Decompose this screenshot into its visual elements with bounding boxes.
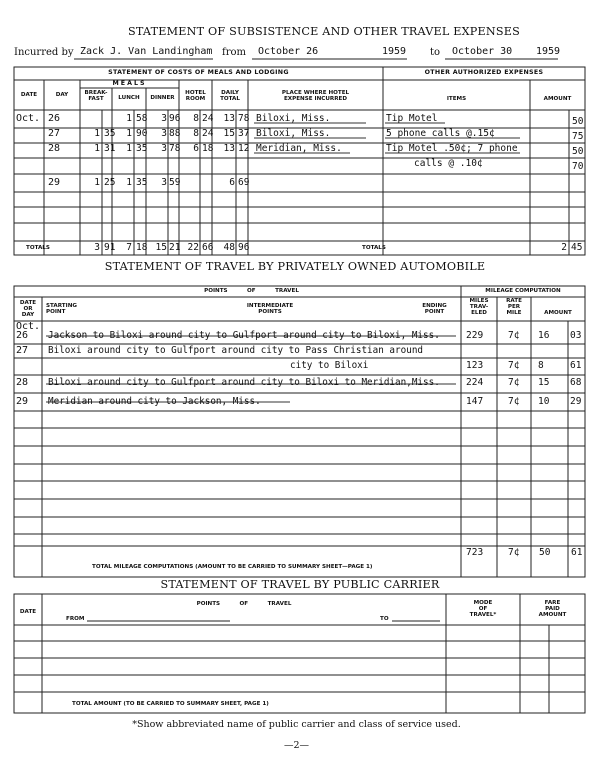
meal-row-daily-cents: 12: [238, 143, 250, 154]
meal-row-amount-cents: 50: [572, 146, 584, 157]
meal-row-hotel-cents: 24: [202, 128, 214, 139]
mileage-header: MILEAGE COMPUTATION: [485, 288, 561, 294]
from-year: 1959: [382, 46, 407, 57]
to-label: to: [430, 47, 441, 58]
other-expenses-title: OTHER AUTHORIZED EXPENSES: [424, 69, 544, 76]
meal-row-breakfast-dollars: 1: [94, 177, 100, 188]
auto-row-miles: 123: [466, 360, 484, 371]
auto-col-rate: RATE PER MILE: [506, 298, 522, 316]
total-hotel-cents: 66: [202, 242, 214, 253]
meals-totals-label: TOTALS: [26, 245, 50, 251]
meal-row-dinner-dollars: 3: [161, 113, 167, 124]
meal-row-amount-cents: 50: [572, 116, 584, 127]
meal-row-hotel-cents: 24: [202, 113, 214, 124]
auto-row-date: 28: [16, 377, 29, 388]
to-year: 1959: [536, 46, 561, 57]
auto-col-amount: AMOUNT: [544, 310, 572, 316]
public-col-date: DATE: [19, 609, 37, 615]
total-mileage-label: TOTAL MILEAGE COMPUTATIONS (AMOUNT TO BE CARRIED TO SUMMARY SHEET—PAGE 1): [92, 564, 373, 570]
meal-row-place: Biloxi, Miss.: [256, 113, 331, 124]
auto-col-intermediate: INTERMEDIATE POINTS: [246, 303, 294, 315]
public-col-fare: FARE PAID AMOUNT: [538, 600, 567, 618]
auto-row-amount-dollars: 16: [538, 330, 550, 341]
auto-row-amount-cents: 68: [570, 377, 582, 388]
col-hotel-header: HOTEL ROOM: [185, 90, 206, 102]
col-date-header: DATE: [20, 92, 38, 98]
auto-row-route: city to Biloxi: [290, 360, 369, 371]
meal-row-daily-cents: 69: [238, 177, 250, 188]
auto-row-route: Biloxi around city to Gulfport around city to Pass Christian around: [48, 345, 424, 356]
from-label: from: [222, 47, 246, 58]
total-other-dollars: 2: [561, 242, 567, 253]
meal-row-hotel-dollars: 8: [193, 113, 199, 124]
meal-row-daily-cents: 78: [238, 113, 250, 124]
total-hotel-dollars: 22: [187, 242, 199, 253]
col-day-header: DAY: [55, 92, 69, 98]
meal-row-dinner-cents: 88: [169, 128, 181, 139]
col-lunch-header: LUNCH: [118, 95, 140, 101]
public-total-label: TOTAL AMOUNT (TO BE CARRIED TO SUMMARY SHEET, PAGE 1): [72, 701, 269, 707]
meal-row-dinner-cents: 96: [169, 113, 181, 124]
meal-row-daily-dollars: 13: [223, 143, 235, 154]
total-lunch-cents: 18: [136, 242, 148, 253]
auto-col-ending: ENDING POINT: [422, 303, 447, 315]
auto-row-route: Meridian around city to Jackson, Miss.: [48, 396, 261, 407]
meals-section-title: STATEMENT OF COSTS OF MEALS AND LODGING: [108, 69, 289, 76]
total-other-cents: 45: [571, 242, 583, 253]
auto-row-date: Oct.: [16, 321, 41, 332]
auto-row-date: 26: [16, 330, 29, 341]
auto-row-amount-dollars: 10: [538, 396, 550, 407]
meal-row-daily-dollars: 15: [223, 128, 235, 139]
auto-row-route: Jackson to Biloxi around city to Gulfport around city to Biloxi, Miss.: [48, 330, 440, 341]
from-date: October 26: [258, 46, 319, 57]
auto-row-miles: 224: [466, 377, 484, 388]
meal-row-amount-cents: 75: [572, 131, 584, 142]
total-amount-cents: 61: [571, 547, 583, 558]
col-breakfast-header: BREAK- FAST: [84, 90, 108, 102]
meal-row-daily-dollars: 6: [229, 177, 235, 188]
auto-row-date: 29: [16, 396, 29, 407]
total-lunch-dollars: 7: [126, 242, 132, 253]
meal-row-lunch-cents: 35: [136, 143, 148, 154]
auto-col-starting: STARTING POINT: [46, 303, 77, 315]
meal-row-place: Biloxi, Miss.: [256, 128, 331, 139]
meal-row-breakfast-cents: 25: [104, 177, 116, 188]
total-breakfast-dollars: 3: [94, 242, 100, 253]
meal-row-lunch-dollars: 1: [126, 143, 132, 154]
meal-row-day: 29: [48, 177, 61, 188]
col-place-header: PLACE WHERE HOTEL EXPENSE INCURRED: [281, 90, 350, 102]
meal-row-dinner-cents: 78: [169, 143, 181, 154]
meal-row-breakfast-dollars: 1: [94, 128, 100, 139]
auto-row-amount-cents: 03: [570, 330, 582, 341]
meal-row-lunch-cents: 35: [136, 177, 148, 188]
col-daily-header: DAILY TOTAL: [220, 90, 240, 102]
auto-row-route: Biloxi around city to Gulfport around city to Biloxi to Meridian,Miss.: [48, 377, 440, 388]
meal-row-breakfast-cents: 31: [104, 143, 116, 154]
traveler-name: Zack J. Van Landingham: [80, 46, 213, 57]
meal-row-day: 26: [48, 113, 61, 124]
auto-row-amount-dollars: 15: [538, 377, 550, 388]
col-amount-header: AMOUNT: [543, 96, 572, 102]
total-dinner-dollars: 15: [155, 242, 167, 253]
total-breakfast-cents: 91: [104, 242, 116, 253]
meal-row-daily-cents: 37: [238, 128, 250, 139]
total-dinner-cents: 21: [169, 242, 181, 253]
auto-row-date: 27: [16, 345, 29, 356]
meal-row-daily-dollars: 13: [223, 113, 235, 124]
meal-row-item: calls @ .10¢: [414, 158, 483, 169]
auto-row-miles: 229: [466, 330, 484, 341]
meal-row-lunch-cents: 58: [136, 113, 148, 124]
meal-row-hotel-cents: 18: [202, 143, 214, 154]
auto-col-miles: MILES TRAV- ELED: [469, 298, 489, 316]
meal-row-day: 28: [48, 143, 61, 154]
public-col-mode: MODE OF TRAVEL*: [469, 600, 497, 618]
meal-row-lunch-dollars: 1: [126, 177, 132, 188]
auto-row-miles: 147: [466, 396, 484, 407]
page-number: —2—: [283, 740, 310, 751]
footnote: *Show abbreviated name of public carrier and class of service used.: [132, 719, 461, 730]
auto-section-title: STATEMENT OF TRAVEL BY PRIVATELY OWNED AUTOMOBILE: [104, 260, 486, 273]
other-totals-label: TOTALS: [362, 245, 386, 251]
meal-row-item: 5 phone calls @.15¢: [386, 128, 495, 139]
meal-row-item: Tip Motel .50¢; 7 phone: [386, 143, 518, 154]
meal-row-lunch-dollars: 1: [126, 113, 132, 124]
auto-points-header: POINTS OF TRAVEL: [204, 288, 299, 294]
total-amount-dollars: 50: [539, 547, 551, 558]
meal-row-breakfast-dollars: 1: [94, 143, 100, 154]
meal-row-hotel-dollars: 6: [193, 143, 199, 154]
public-from-label: FROM: [66, 616, 85, 622]
meal-row-dinner-dollars: 3: [161, 128, 167, 139]
public-section-title: STATEMENT OF TRAVEL BY PUBLIC CARRIER: [160, 578, 440, 591]
meal-row-place: Meridian, Miss.: [256, 143, 342, 154]
meal-row-dinner-cents: 59: [169, 177, 181, 188]
auto-row-amount-dollars: 8: [538, 360, 544, 371]
public-points-header: POINTS OF TRAVEL: [196, 601, 292, 607]
meal-row-lunch-dollars: 1: [126, 128, 132, 139]
auto-row-amount-cents: 61: [570, 360, 582, 371]
meal-row-hotel-dollars: 8: [193, 128, 199, 139]
col-meals-header: MEALS: [112, 80, 147, 87]
meal-row-breakfast-cents: 35: [104, 128, 116, 139]
auto-row-rate: 7¢: [508, 330, 520, 341]
to-date: October 30: [452, 46, 513, 57]
meal-row-month: Oct.: [16, 113, 41, 124]
meal-row-item: Tip Motel: [386, 113, 438, 124]
auto-row-rate: 7¢: [508, 396, 520, 407]
total-miles: 723: [466, 547, 484, 558]
public-to-label: TO: [380, 616, 389, 622]
meal-row-amount-cents: 70: [572, 161, 584, 172]
auto-row-rate: 7¢: [508, 360, 520, 371]
total-daily-cents: 96: [238, 242, 250, 253]
meal-row-dinner-dollars: 3: [161, 143, 167, 154]
incurred-by-label: Incurred by: [14, 47, 74, 58]
total-rate: 7¢: [508, 547, 520, 558]
auto-row-amount-cents: 29: [570, 396, 582, 407]
meal-row-lunch-cents: 90: [136, 128, 148, 139]
col-dinner-header: DINNER: [150, 95, 175, 101]
meal-row-dinner-dollars: 3: [161, 177, 167, 188]
total-daily-dollars: 48: [223, 242, 235, 253]
form-title: STATEMENT OF SUBSISTENCE AND OTHER TRAVEL EXPENSES: [128, 25, 520, 38]
col-items-header: ITEMS: [446, 96, 467, 102]
auto-row-rate: 7¢: [508, 377, 520, 388]
auto-col-date: DATE OR DAY: [19, 300, 37, 318]
meal-row-day: 27: [48, 128, 61, 139]
